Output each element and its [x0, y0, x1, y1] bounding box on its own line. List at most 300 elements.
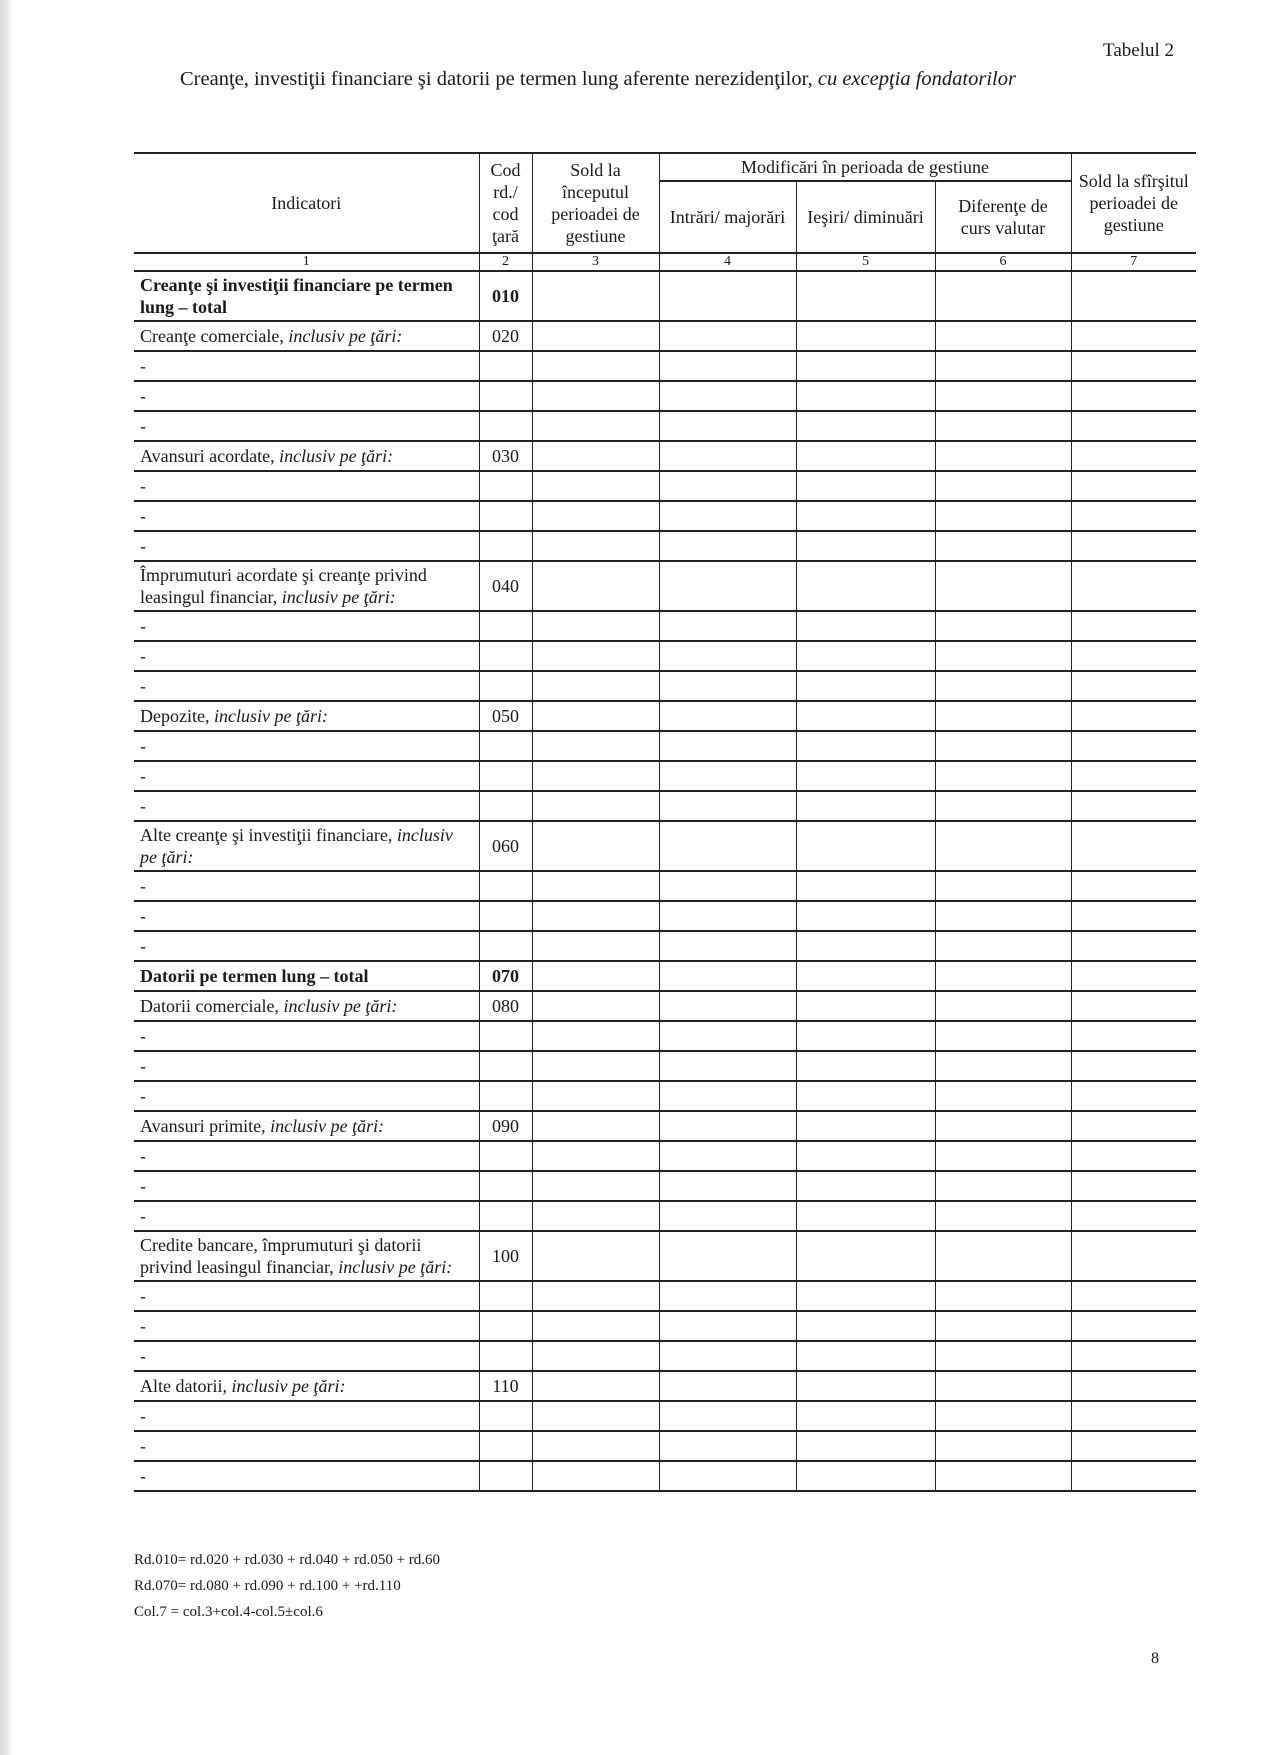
- value-cell-col5[interactable]: [796, 321, 935, 351]
- value-cell-col5[interactable]: [796, 561, 935, 611]
- value-cell-col5[interactable]: [796, 271, 935, 321]
- row-code: [479, 1201, 532, 1231]
- value-cell-col6[interactable]: [935, 1051, 1071, 1081]
- value-cell-col6[interactable]: [935, 1371, 1071, 1401]
- value-cell-col4[interactable]: [659, 991, 796, 1021]
- value-cell-col6[interactable]: [935, 1021, 1071, 1051]
- value-cell-col5[interactable]: [796, 821, 935, 871]
- value-cell-col3[interactable]: [532, 1371, 659, 1401]
- table-row: [134, 271, 1196, 321]
- value-cell-col5[interactable]: [796, 901, 935, 931]
- value-cell-col7[interactable]: [1071, 791, 1196, 821]
- value-cell-col7[interactable]: [1071, 441, 1196, 471]
- value-cell-col5[interactable]: [796, 1311, 935, 1341]
- value-cell-col5[interactable]: [796, 1231, 935, 1281]
- value-cell-col3[interactable]: [532, 561, 659, 611]
- value-cell-col3[interactable]: [532, 1341, 659, 1371]
- value-cell-col7[interactable]: [1071, 871, 1196, 901]
- row-label-text: -: [140, 1436, 146, 1456]
- value-cell-col7[interactable]: [1071, 671, 1196, 701]
- value-cell-col6[interactable]: [935, 1431, 1071, 1461]
- value-cell-col7[interactable]: [1071, 1311, 1196, 1341]
- footnote: Rd.070= rd.080 + rd.090 + rd.100 + +rd.110: [134, 1578, 401, 1594]
- value-cell-col3[interactable]: [532, 531, 659, 561]
- value-cell-col3[interactable]: [532, 611, 659, 641]
- value-cell-col4[interactable]: [659, 931, 796, 961]
- value-cell-col7[interactable]: [1071, 1231, 1196, 1281]
- value-cell-col6[interactable]: [935, 1461, 1071, 1491]
- table-row: [134, 611, 1196, 641]
- value-cell-col6[interactable]: [935, 961, 1071, 991]
- row-label-text: Avansuri primite,: [140, 1116, 271, 1136]
- value-cell-col7[interactable]: [1071, 1371, 1196, 1401]
- value-cell-col5[interactable]: [796, 961, 935, 991]
- table-row: [134, 411, 1196, 441]
- value-cell-col6[interactable]: [935, 351, 1071, 381]
- value-cell-col3[interactable]: [532, 641, 659, 671]
- report-table: [134, 152, 1196, 1492]
- row-label-text: -: [140, 1316, 146, 1336]
- row-label-italic: inclusiv pe ţări:: [288, 326, 403, 346]
- row-label-text: Creanţe comerciale,: [140, 326, 289, 346]
- row-code: 010: [479, 271, 532, 321]
- value-cell-col6[interactable]: [935, 441, 1071, 471]
- row-label: [134, 961, 479, 991]
- value-cell-col4[interactable]: [659, 701, 796, 731]
- value-cell-col3[interactable]: [532, 471, 659, 501]
- row-label-italic: inclusiv pe ţări:: [281, 587, 396, 607]
- value-cell-col7[interactable]: [1071, 1431, 1196, 1461]
- value-cell-col4[interactable]: [659, 1401, 796, 1431]
- value-cell-col4[interactable]: [659, 1371, 796, 1401]
- value-cell-col5[interactable]: [796, 611, 935, 641]
- row-label: [134, 561, 479, 611]
- row-code: [479, 381, 532, 411]
- value-cell-col5[interactable]: [796, 1281, 935, 1311]
- value-cell-col6[interactable]: [935, 1141, 1071, 1171]
- row-label-text: -: [140, 646, 146, 666]
- value-cell-col3[interactable]: [532, 671, 659, 701]
- value-cell-col4[interactable]: [659, 271, 796, 321]
- value-cell-col7[interactable]: [1071, 731, 1196, 761]
- value-cell-col7[interactable]: [1071, 1201, 1196, 1231]
- value-cell-col7[interactable]: [1071, 611, 1196, 641]
- value-cell-col7[interactable]: [1071, 1341, 1196, 1371]
- value-cell-col3[interactable]: [532, 501, 659, 531]
- value-cell-col3[interactable]: [532, 441, 659, 471]
- value-cell-col3[interactable]: [532, 1461, 659, 1491]
- row-label: [134, 1341, 479, 1371]
- value-cell-col6[interactable]: [935, 1281, 1071, 1311]
- value-cell-col7[interactable]: [1071, 1281, 1196, 1311]
- row-label: [134, 411, 479, 441]
- row-code: [479, 871, 532, 901]
- value-cell-col3[interactable]: [532, 871, 659, 901]
- row-label-text: -: [140, 676, 146, 696]
- value-cell-col6[interactable]: [935, 1171, 1071, 1201]
- value-cell-col4[interactable]: [659, 1311, 796, 1341]
- row-label-text: Datorii comerciale,: [140, 996, 284, 1016]
- row-label-text: -: [140, 1286, 146, 1306]
- value-cell-col6[interactable]: [935, 791, 1071, 821]
- value-cell-col7[interactable]: [1071, 991, 1196, 1021]
- table-row: [134, 1141, 1196, 1171]
- value-cell-col5[interactable]: [796, 701, 935, 731]
- value-cell-col6[interactable]: [935, 271, 1071, 321]
- header-diferente: Diferenţe de curs valutar: [935, 181, 1071, 253]
- table-row: [134, 671, 1196, 701]
- value-cell-col6[interactable]: [935, 1111, 1071, 1141]
- value-cell-col4[interactable]: [659, 1111, 796, 1141]
- value-cell-col4[interactable]: [659, 961, 796, 991]
- value-cell-col3[interactable]: [532, 1401, 659, 1431]
- value-cell-col7[interactable]: [1071, 271, 1196, 321]
- value-cell-col5[interactable]: [796, 1371, 935, 1401]
- value-cell-col6[interactable]: [935, 701, 1071, 731]
- value-cell-col4[interactable]: [659, 381, 796, 411]
- table-row: [134, 1021, 1196, 1051]
- header-sold-inceput: Sold la începutul perioadei de gestiune: [532, 153, 659, 253]
- value-cell-col7[interactable]: [1071, 761, 1196, 791]
- value-cell-col7[interactable]: [1071, 821, 1196, 871]
- value-cell-col3[interactable]: [532, 351, 659, 381]
- table-row: [134, 351, 1196, 381]
- value-cell-col5[interactable]: [796, 731, 935, 761]
- value-cell-col4[interactable]: [659, 1141, 796, 1171]
- value-cell-col5[interactable]: [796, 1201, 935, 1231]
- value-cell-col5[interactable]: [796, 411, 935, 441]
- value-cell-col5[interactable]: [796, 1171, 935, 1201]
- value-cell-col3[interactable]: [532, 1051, 659, 1081]
- value-cell-col6[interactable]: [935, 1231, 1071, 1281]
- value-cell-col7[interactable]: [1071, 1461, 1196, 1491]
- value-cell-col6[interactable]: [935, 871, 1071, 901]
- value-cell-col3[interactable]: [532, 761, 659, 791]
- value-cell-col6[interactable]: [935, 821, 1071, 871]
- value-cell-col5[interactable]: [796, 1141, 935, 1171]
- value-cell-col5[interactable]: [796, 1461, 935, 1491]
- value-cell-col6[interactable]: [935, 731, 1071, 761]
- value-cell-col4[interactable]: [659, 901, 796, 931]
- value-cell-col3[interactable]: [532, 1231, 659, 1281]
- value-cell-col7[interactable]: [1071, 641, 1196, 671]
- table-row: [134, 1201, 1196, 1231]
- table-row: [134, 791, 1196, 821]
- value-cell-col5[interactable]: [796, 791, 935, 821]
- value-cell-col5[interactable]: [796, 871, 935, 901]
- row-label-text: -: [140, 1176, 146, 1196]
- value-cell-col6[interactable]: [935, 611, 1071, 641]
- table-row: [134, 761, 1196, 791]
- value-cell-col6[interactable]: [935, 931, 1071, 961]
- value-cell-col6[interactable]: [935, 641, 1071, 671]
- value-cell-col6[interactable]: [935, 471, 1071, 501]
- row-code: 020: [479, 321, 532, 351]
- value-cell-col4[interactable]: [659, 441, 796, 471]
- value-cell-col5[interactable]: [796, 1051, 935, 1081]
- row-label: [134, 701, 479, 731]
- row-label: [134, 991, 479, 1021]
- value-cell-col3[interactable]: [532, 381, 659, 411]
- value-cell-col4[interactable]: [659, 731, 796, 761]
- value-cell-col3[interactable]: [532, 931, 659, 961]
- table-row: [134, 901, 1196, 931]
- table-row: [134, 731, 1196, 761]
- value-cell-col7[interactable]: [1071, 1401, 1196, 1431]
- value-cell-col5[interactable]: [796, 1021, 935, 1051]
- row-label: [134, 1141, 479, 1171]
- row-label-text: -: [140, 416, 146, 436]
- row-code: [479, 1051, 532, 1081]
- value-cell-col4[interactable]: [659, 1201, 796, 1231]
- row-code: [479, 901, 532, 931]
- value-cell-col4[interactable]: [659, 761, 796, 791]
- value-cell-col3[interactable]: [532, 1281, 659, 1311]
- row-label-text: Avansuri acordate,: [140, 446, 280, 466]
- row-code: 070: [479, 961, 532, 991]
- value-cell-col4[interactable]: [659, 411, 796, 441]
- table-row: [134, 1281, 1196, 1311]
- value-cell-col4[interactable]: [659, 1021, 796, 1051]
- value-cell-col7[interactable]: [1071, 471, 1196, 501]
- value-cell-col4[interactable]: [659, 321, 796, 351]
- row-label-text: Alte creanţe şi investiţii financiare,: [140, 825, 397, 845]
- row-label-text: Alte datorii,: [140, 1376, 232, 1396]
- value-cell-col7[interactable]: [1071, 411, 1196, 441]
- value-cell-col4[interactable]: [659, 531, 796, 561]
- value-cell-col5[interactable]: [796, 471, 935, 501]
- row-label: [134, 471, 479, 501]
- row-label-text: -: [140, 536, 146, 556]
- value-cell-col7[interactable]: [1071, 321, 1196, 351]
- value-cell-col3[interactable]: [532, 701, 659, 731]
- row-label-text: -: [140, 506, 146, 526]
- value-cell-col5[interactable]: [796, 1081, 935, 1111]
- row-code: [479, 1021, 532, 1051]
- value-cell-col3[interactable]: [532, 791, 659, 821]
- row-label: [134, 381, 479, 411]
- table-row: [134, 1431, 1196, 1461]
- value-cell-col3[interactable]: [532, 1141, 659, 1171]
- value-cell-col3[interactable]: [532, 991, 659, 1021]
- row-label-text: Depozite,: [140, 706, 214, 726]
- row-label-text: -: [140, 1086, 146, 1106]
- row-code: [479, 471, 532, 501]
- value-cell-col4[interactable]: [659, 1461, 796, 1491]
- row-label: [134, 271, 479, 321]
- value-cell-col5[interactable]: [796, 641, 935, 671]
- table-row: [134, 1461, 1196, 1491]
- row-label: [134, 611, 479, 641]
- value-cell-col6[interactable]: [935, 411, 1071, 441]
- value-cell-col5[interactable]: [796, 991, 935, 1021]
- value-cell-col4[interactable]: [659, 1281, 796, 1311]
- value-cell-col5[interactable]: [796, 1401, 935, 1431]
- value-cell-col7[interactable]: [1071, 1021, 1196, 1051]
- row-label-text: Datorii pe termen lung – total: [140, 966, 369, 986]
- value-cell-col6[interactable]: [935, 561, 1071, 611]
- value-cell-col3[interactable]: [532, 901, 659, 931]
- value-cell-col7[interactable]: [1071, 961, 1196, 991]
- row-label-text: Creanţe şi investiţii financiare pe termen lung – total: [140, 275, 453, 317]
- row-label-text: -: [140, 906, 146, 926]
- value-cell-col4[interactable]: [659, 1431, 796, 1461]
- value-cell-col6[interactable]: [935, 1341, 1071, 1371]
- row-code: [479, 1401, 532, 1431]
- row-code: 090: [479, 1111, 532, 1141]
- row-label-text: -: [140, 616, 146, 636]
- value-cell-col3[interactable]: [532, 1431, 659, 1461]
- table-label: Tabelul 2: [1103, 40, 1174, 61]
- value-cell-col4[interactable]: [659, 561, 796, 611]
- row-label-text: -: [140, 1026, 146, 1046]
- row-label: [134, 791, 479, 821]
- value-cell-col5[interactable]: [796, 1111, 935, 1141]
- value-cell-col5[interactable]: [796, 1431, 935, 1461]
- row-label: [134, 501, 479, 531]
- value-cell-col7[interactable]: [1071, 381, 1196, 411]
- row-label: [134, 821, 479, 871]
- value-cell-col7[interactable]: [1071, 931, 1196, 961]
- value-cell-col3[interactable]: [532, 321, 659, 351]
- row-code: [479, 761, 532, 791]
- value-cell-col6[interactable]: [935, 531, 1071, 561]
- row-label-text: -: [140, 766, 146, 786]
- row-label: [134, 321, 479, 351]
- column-number: 3: [532, 253, 659, 271]
- value-cell-col5[interactable]: [796, 501, 935, 531]
- value-cell-col7[interactable]: [1071, 531, 1196, 561]
- value-cell-col3[interactable]: [532, 961, 659, 991]
- row-label-italic: inclusiv pe ţări:: [213, 706, 328, 726]
- row-label-italic: inclusiv pe ţări:: [338, 1257, 453, 1277]
- row-label: [134, 1201, 479, 1231]
- value-cell-col6[interactable]: [935, 761, 1071, 791]
- value-cell-col7[interactable]: [1071, 1051, 1196, 1081]
- value-cell-col5[interactable]: [796, 671, 935, 701]
- value-cell-col3[interactable]: [532, 1311, 659, 1341]
- table-row: [134, 641, 1196, 671]
- row-code: 060: [479, 821, 532, 871]
- value-cell-col5[interactable]: [796, 1341, 935, 1371]
- value-cell-col6[interactable]: [935, 1311, 1071, 1341]
- row-label-italic: inclusiv pe ţări:: [279, 446, 394, 466]
- value-cell-col5[interactable]: [796, 441, 935, 471]
- value-cell-col6[interactable]: [935, 1081, 1071, 1111]
- value-cell-col7[interactable]: [1071, 351, 1196, 381]
- row-label: [134, 1461, 479, 1491]
- row-label-italic: inclusiv pe ţări:: [140, 825, 453, 867]
- row-code: [479, 611, 532, 641]
- value-cell-col7[interactable]: [1071, 561, 1196, 611]
- value-cell-col3[interactable]: [532, 1111, 659, 1141]
- value-cell-col3[interactable]: [532, 271, 659, 321]
- table-row: [134, 1231, 1196, 1281]
- value-cell-col3[interactable]: [532, 1021, 659, 1051]
- table-row: [134, 441, 1196, 471]
- row-label-text: -: [140, 936, 146, 956]
- value-cell-col6[interactable]: [935, 501, 1071, 531]
- table-row: [134, 471, 1196, 501]
- value-cell-col6[interactable]: [935, 901, 1071, 931]
- value-cell-col4[interactable]: [659, 501, 796, 531]
- value-cell-col5[interactable]: [796, 531, 935, 561]
- value-cell-col3[interactable]: [532, 411, 659, 441]
- value-cell-col6[interactable]: [935, 671, 1071, 701]
- value-cell-col4[interactable]: [659, 1081, 796, 1111]
- table-row: [134, 321, 1196, 351]
- value-cell-col7[interactable]: [1071, 901, 1196, 931]
- row-code: [479, 1141, 532, 1171]
- value-cell-col4[interactable]: [659, 1171, 796, 1201]
- value-cell-col3[interactable]: [532, 821, 659, 871]
- value-cell-col4[interactable]: [659, 671, 796, 701]
- column-number: 2: [479, 253, 532, 271]
- value-cell-col4[interactable]: [659, 351, 796, 381]
- value-cell-col7[interactable]: [1071, 1081, 1196, 1111]
- row-label: [134, 531, 479, 561]
- header-sold-sfarsit: Sold la sfîrşitul perioadei de gestiune: [1071, 153, 1196, 253]
- table-row: [134, 991, 1196, 1021]
- value-cell-col6[interactable]: [935, 1401, 1071, 1431]
- value-cell-col4[interactable]: [659, 1051, 796, 1081]
- row-label-italic: inclusiv pe ţări:: [231, 1376, 346, 1396]
- value-cell-col4[interactable]: [659, 871, 796, 901]
- table-row: [134, 701, 1196, 731]
- value-cell-col4[interactable]: [659, 821, 796, 871]
- value-cell-col5[interactable]: [796, 351, 935, 381]
- row-label: [134, 671, 479, 701]
- value-cell-col3[interactable]: [532, 1171, 659, 1201]
- value-cell-col4[interactable]: [659, 641, 796, 671]
- value-cell-col6[interactable]: [935, 381, 1071, 411]
- row-label-text: -: [140, 876, 146, 896]
- table-row: [134, 1371, 1196, 1401]
- value-cell-col4[interactable]: [659, 471, 796, 501]
- value-cell-col6[interactable]: [935, 991, 1071, 1021]
- row-code: 110: [479, 1371, 532, 1401]
- row-label-text: -: [140, 1206, 146, 1226]
- value-cell-col5[interactable]: [796, 761, 935, 791]
- value-cell-col7[interactable]: [1071, 501, 1196, 531]
- row-code: [479, 1341, 532, 1371]
- value-cell-col4[interactable]: [659, 1231, 796, 1281]
- value-cell-col6[interactable]: [935, 1201, 1071, 1231]
- column-number: 1: [134, 253, 479, 271]
- value-cell-col7[interactable]: [1071, 1171, 1196, 1201]
- value-cell-col4[interactable]: [659, 1341, 796, 1371]
- value-cell-col3[interactable]: [532, 1201, 659, 1231]
- row-label: [134, 901, 479, 931]
- value-cell-col6[interactable]: [935, 321, 1071, 351]
- column-number: 5: [796, 253, 935, 271]
- footnotes: [134, 1547, 440, 1625]
- row-label: [134, 761, 479, 791]
- value-cell-col7[interactable]: [1071, 1111, 1196, 1141]
- value-cell-col4[interactable]: [659, 611, 796, 641]
- value-cell-col4[interactable]: [659, 791, 796, 821]
- value-cell-col7[interactable]: [1071, 701, 1196, 731]
- value-cell-col5[interactable]: [796, 931, 935, 961]
- value-cell-col7[interactable]: [1071, 1141, 1196, 1171]
- row-code: [479, 411, 532, 441]
- row-code: 040: [479, 561, 532, 611]
- table-row: [134, 1311, 1196, 1341]
- value-cell-col3[interactable]: [532, 731, 659, 761]
- row-label: [134, 1431, 479, 1461]
- value-cell-col3[interactable]: [532, 1081, 659, 1111]
- value-cell-col5[interactable]: [796, 381, 935, 411]
